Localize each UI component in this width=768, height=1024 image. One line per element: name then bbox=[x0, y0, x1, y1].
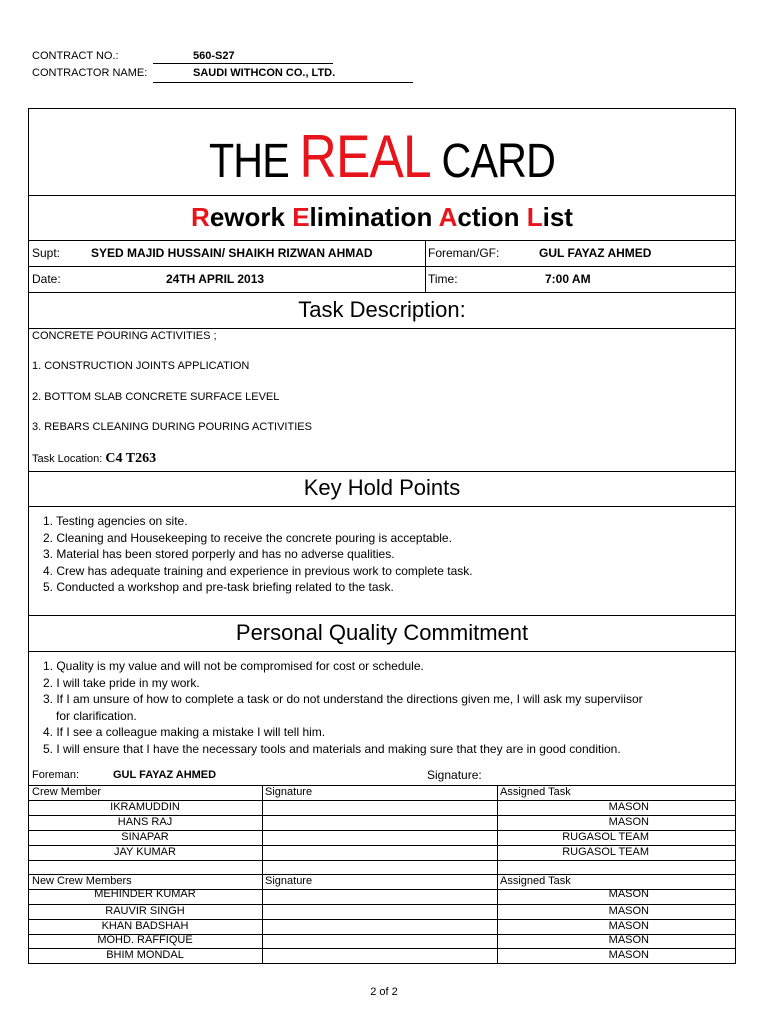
date-value: 24TH APRIL 2013 bbox=[166, 272, 265, 286]
divider bbox=[29, 240, 735, 241]
supt-label: Supt: bbox=[32, 246, 61, 260]
list-item: 2. I will take pride in my work. bbox=[43, 675, 200, 690]
new-crew-member-task: MASON bbox=[608, 920, 649, 932]
divider bbox=[29, 328, 735, 329]
crew-foreman-value: GUL FAYAZ AHMED bbox=[113, 769, 217, 781]
title-real: REAL bbox=[299, 123, 431, 190]
col-crew-member: Crew Member bbox=[32, 786, 102, 798]
foreman-gf-label: Foreman/GF: bbox=[428, 246, 500, 260]
subtitle-part-elimination: limination bbox=[309, 202, 439, 232]
new-crew-member-task: MASON bbox=[608, 905, 649, 917]
new-crew-member-name: KHAN BADSHAH bbox=[101, 920, 189, 932]
col-assigned-task: Assigned Task bbox=[500, 786, 571, 798]
list-item: 3. Material has been stored porperly and has no adverse qualities. bbox=[43, 547, 395, 561]
divider bbox=[29, 860, 735, 861]
card-title bbox=[78, 123, 685, 192]
divider bbox=[29, 506, 735, 507]
list-item: 2. Cleaning and Housekeeping to receive the concrete pouring is acceptable. bbox=[43, 530, 452, 545]
task-description-heading: Task Description: bbox=[298, 297, 466, 322]
list-item-continuation: for clarification. bbox=[56, 708, 137, 723]
contractor-name-underline bbox=[153, 82, 413, 83]
time-value: 7:00 AM bbox=[545, 272, 591, 286]
divider bbox=[29, 874, 735, 875]
contract-no-label: CONTRACT NO.: bbox=[32, 50, 119, 62]
new-crew-member-name: MOHD. RAFFIQUE bbox=[97, 934, 193, 946]
contract-no-underline bbox=[153, 63, 333, 64]
foreman-gf-value: GUL FAYAZ AHMED bbox=[539, 246, 652, 260]
task-line: 2. BOTTOM SLAB CONCRETE SURFACE LEVEL bbox=[32, 391, 280, 403]
commitment-heading: Personal Quality Commitment bbox=[235, 620, 529, 645]
col-signature: Signature bbox=[265, 786, 313, 798]
contractor-name-value: SAUDI WITHCON CO., LTD. bbox=[193, 67, 336, 79]
crew-member-task: RUGASOL TEAM bbox=[562, 831, 649, 843]
card-subtitle bbox=[29, 201, 735, 233]
task-location-value: C4 T263 bbox=[105, 451, 157, 466]
crew-member-task: MASON bbox=[608, 801, 649, 813]
task-line: 3. REBARS CLEANING DURING POURING ACTIVITIES bbox=[32, 421, 312, 433]
subtitle-part-list: ist bbox=[542, 202, 573, 232]
list-item: 5. Conducted a workshop and pre-task briefing related to the task. bbox=[43, 580, 394, 594]
subtitle-cap-e: E bbox=[292, 202, 310, 232]
task-location bbox=[32, 452, 156, 466]
key-hold-points-list bbox=[43, 513, 473, 596]
title-the: THE bbox=[208, 135, 289, 188]
list-item: 5. I will ensure that I have the necessary tools and materials and making sure that they are in good condition. bbox=[43, 741, 621, 756]
crew-member-name: SINAPAR bbox=[121, 831, 169, 843]
new-crew-member-name: MEHINDER KUMAR bbox=[94, 888, 196, 900]
divider bbox=[29, 471, 735, 472]
divider bbox=[29, 651, 735, 652]
crew-member-name: HANS RAJ bbox=[117, 816, 173, 828]
commitment-list bbox=[43, 658, 643, 757]
key-hold-points-heading: Key Hold Points bbox=[303, 475, 461, 500]
col-new-crew-members: New Crew Members bbox=[32, 875, 132, 887]
crew-foreman-label: Foreman: bbox=[32, 769, 80, 781]
contractor-name-label: CONTRACTOR NAME: bbox=[32, 67, 148, 79]
date-label: Date: bbox=[32, 272, 61, 286]
divider bbox=[29, 266, 735, 267]
list-item: 1. Testing agencies on site. bbox=[43, 514, 188, 528]
new-crew-member-task: MASON bbox=[608, 949, 649, 961]
new-crew-member-task: MASON bbox=[608, 888, 649, 900]
new-crew-member-task: MASON bbox=[608, 934, 649, 946]
subtitle-cap-r: R bbox=[191, 202, 210, 232]
task-line: 1. CONSTRUCTION JOINTS APPLICATION bbox=[32, 360, 250, 372]
task-location-label: Task Location: bbox=[32, 453, 103, 465]
crew-member-name: JAY KUMAR bbox=[114, 846, 176, 858]
time-label: Time: bbox=[428, 272, 458, 286]
list-item: 3. If I am unsure of how to complete a task or do not understand the directions given me, I will ask my superviisor bbox=[43, 692, 643, 706]
col-new-assigned-task: Assigned Task bbox=[500, 875, 571, 887]
divider bbox=[29, 785, 735, 786]
divider bbox=[29, 615, 735, 616]
subtitle-cap-l: L bbox=[526, 202, 543, 232]
task-line: CONCRETE POURING ACTIVITIES ; bbox=[32, 330, 217, 342]
crew-member-name: IKRAMUDDIN bbox=[110, 801, 180, 813]
divider bbox=[29, 292, 735, 293]
contract-no-value: 560-S27 bbox=[193, 50, 235, 62]
subtitle-part-rework: ework bbox=[209, 202, 293, 232]
list-item: 4. If I see a colleague making a mistake I will tell him. bbox=[43, 725, 326, 739]
list-item: 1. Quality is my value and will not be compromised for cost or schedule. bbox=[43, 659, 424, 673]
page-number: 2 of 2 bbox=[370, 986, 398, 998]
new-crew-member-name: RAUVIR SINGH bbox=[105, 905, 185, 917]
new-crew-member-name: BHIM MONDAL bbox=[106, 949, 184, 961]
subtitle-cap-a: A bbox=[438, 202, 458, 232]
subtitle-part-action: ction bbox=[457, 202, 527, 232]
crew-member-task: MASON bbox=[608, 816, 649, 828]
divider bbox=[29, 195, 735, 196]
supt-value: SYED MAJID HUSSAIN/ SHAIKH RIZWAN AHMAD bbox=[91, 246, 373, 260]
col-new-signature: Signature bbox=[265, 875, 313, 887]
list-item: 4. Crew has adequate training and experience in previous work to complete task. bbox=[43, 563, 473, 578]
crew-member-task: RUGASOL TEAM bbox=[562, 846, 649, 858]
title-card: CARD bbox=[441, 135, 556, 188]
foreman-signature-label: Signature: bbox=[427, 768, 482, 782]
real-card-form bbox=[28, 108, 736, 964]
